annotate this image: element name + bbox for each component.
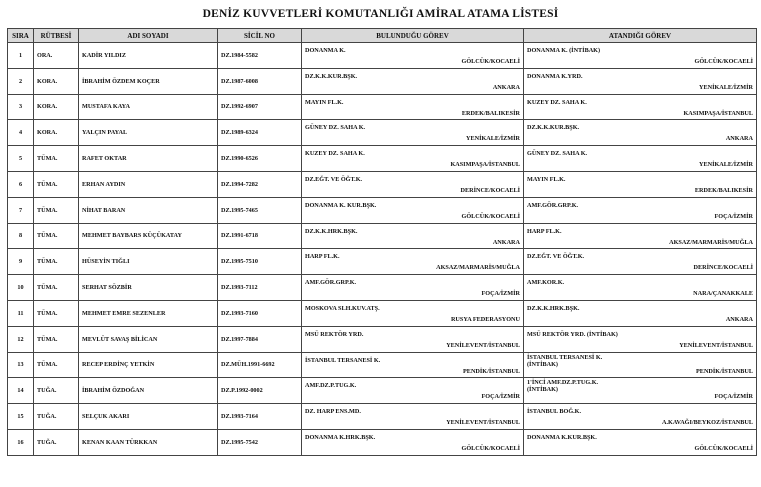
full-name: SELÇUK AKARI bbox=[82, 413, 130, 421]
table-row bbox=[8, 378, 757, 404]
current-location: AKSAZ/MARMARİS/MUĞLA bbox=[436, 264, 520, 272]
current-location: YENİLEVENT/İSTANBUL bbox=[446, 419, 520, 427]
current-location: GÖLCÜK/KOCAELİ bbox=[461, 212, 520, 220]
rutbe-cell bbox=[34, 378, 79, 404]
assigned-location: PENDİK/İSTANBUL bbox=[696, 367, 753, 375]
registry-number: DZ.1987-6008 bbox=[221, 77, 258, 85]
current-duty-cell bbox=[302, 120, 524, 146]
full-name: MEHMET EMRE SEZENLER bbox=[82, 309, 166, 317]
current-duty-cell bbox=[302, 68, 524, 94]
assigned-location: YENİKALE/İZMİR bbox=[699, 161, 753, 169]
rank: ORA. bbox=[37, 51, 53, 59]
rank: KORA. bbox=[37, 77, 58, 85]
rank: TÜMA. bbox=[37, 232, 58, 240]
sira-number: 6 bbox=[18, 180, 23, 188]
sira-cell bbox=[8, 352, 34, 378]
name-cell bbox=[79, 249, 218, 275]
full-name: MUSTAFA KAYA bbox=[82, 103, 130, 111]
assigned-duty: MAYIN FL.K. bbox=[527, 175, 566, 183]
assigned-duty-cell bbox=[524, 43, 757, 69]
sicil-cell bbox=[218, 275, 302, 301]
current-location: ANKARA bbox=[492, 83, 520, 91]
table-row bbox=[8, 352, 757, 378]
sira-number: 4 bbox=[18, 129, 23, 137]
sicil-cell bbox=[218, 120, 302, 146]
current-location: ERDEK/BALIKESİR bbox=[461, 109, 520, 117]
assigned-duty: DONANMA K.KUR.BŞK. bbox=[527, 433, 597, 441]
sicil-cell bbox=[218, 223, 302, 249]
table-row bbox=[8, 326, 757, 352]
registry-number: DZ.1989-6324 bbox=[221, 129, 258, 137]
sira-number: 12 bbox=[17, 335, 24, 343]
header-sicil-no: SİCİL NO bbox=[218, 29, 302, 43]
assigned-location: FOÇA/İZMİR bbox=[714, 212, 753, 220]
assigned-duty-cell bbox=[524, 223, 757, 249]
sicil-cell bbox=[218, 300, 302, 326]
current-duty: AMF.GÖR.GRP.K. bbox=[305, 279, 357, 287]
full-name: İBRAHİM ÖZDOĞAN bbox=[82, 387, 145, 395]
name-cell bbox=[79, 378, 218, 404]
full-name: KENAN KAAN TÜRKKAN bbox=[82, 438, 158, 446]
name-cell bbox=[79, 43, 218, 69]
table-row bbox=[8, 275, 757, 301]
assigned-duty-cell bbox=[524, 404, 757, 430]
rutbe-cell bbox=[34, 197, 79, 223]
assigned-duty-cell bbox=[524, 94, 757, 120]
current-duty: AMF.DZ.P.TUG.K. bbox=[305, 382, 357, 390]
header-rutbe: RÜTBESİ bbox=[34, 29, 79, 43]
sira-cell bbox=[8, 223, 34, 249]
sira-cell bbox=[8, 120, 34, 146]
current-duty: KUZEY DZ. SAHA K. bbox=[305, 150, 365, 158]
sira-number: 10 bbox=[17, 284, 24, 292]
current-duty: DZ.EĞT. VE ÖĞT.K. bbox=[305, 175, 363, 183]
current-duty: MSÜ REKTÖR YRD. bbox=[305, 330, 364, 338]
header-sira: SIRA bbox=[8, 29, 34, 43]
rank: TÜMA. bbox=[37, 180, 58, 188]
table-row bbox=[8, 197, 757, 223]
current-duty: DONANMA K. bbox=[305, 47, 346, 54]
rutbe-cell bbox=[34, 146, 79, 172]
sicil-cell bbox=[218, 378, 302, 404]
document-title: DENİZ KUVVETLERİ KOMUTANLIĞI AMİRAL ATAMA LİSTESİ bbox=[202, 8, 559, 20]
rutbe-cell bbox=[34, 249, 79, 275]
table-row bbox=[8, 94, 757, 120]
current-location: ANKARA bbox=[492, 238, 520, 246]
sicil-cell bbox=[218, 94, 302, 120]
current-location: RUSYA FEDERASYONU bbox=[450, 315, 520, 323]
current-duty: DONANMA K. KUR.BŞK. bbox=[305, 201, 377, 209]
rutbe-cell bbox=[34, 300, 79, 326]
name-cell bbox=[79, 352, 218, 378]
table-row bbox=[8, 404, 757, 430]
current-duty: GÜNEY DZ. SAHA K. bbox=[305, 124, 366, 132]
table-row bbox=[8, 300, 757, 326]
current-duty: HARP FL.K. bbox=[305, 253, 340, 261]
sira-cell bbox=[8, 146, 34, 172]
rutbe-cell bbox=[34, 223, 79, 249]
assigned-duty: DONANMA K.YRD. bbox=[527, 72, 583, 80]
rank: KORA. bbox=[37, 103, 58, 111]
registry-number: DZ.1990-6526 bbox=[221, 155, 258, 163]
sira-cell bbox=[8, 94, 34, 120]
sicil-cell bbox=[218, 197, 302, 223]
assigned-location: FOÇA/İZMİR bbox=[714, 393, 753, 401]
assigned-location: NARA/ÇANAKKALE bbox=[693, 290, 753, 298]
assigned-duty: HARP FL.K. bbox=[527, 227, 562, 235]
current-duty-cell bbox=[302, 300, 524, 326]
registry-number: DZ.1995-7542 bbox=[221, 438, 258, 446]
assigned-location: ANKARA bbox=[725, 315, 753, 323]
assigned-duty: DZ.EĞT. VE ÖĞT.K. bbox=[527, 253, 585, 261]
assigned-location: GÖLCÜK/KOCAELİ bbox=[694, 444, 753, 452]
current-duty-cell bbox=[302, 352, 524, 378]
name-cell bbox=[79, 326, 218, 352]
current-location: FOÇA/İZMİR bbox=[481, 393, 520, 401]
name-cell bbox=[79, 171, 218, 197]
sicil-cell bbox=[218, 326, 302, 352]
sira-number: 2 bbox=[18, 77, 23, 85]
sira-number: 15 bbox=[17, 413, 24, 421]
registry-number: DZ.1993-7160 bbox=[221, 309, 258, 317]
full-name: İBRAHİM ÖZDEM KOÇER bbox=[82, 77, 160, 85]
name-cell bbox=[79, 275, 218, 301]
name-cell bbox=[79, 197, 218, 223]
table-row bbox=[8, 429, 757, 455]
assigned-duty: KUZEY DZ. SAHA K. bbox=[527, 98, 587, 106]
sicil-cell bbox=[218, 404, 302, 430]
full-name: MEVLÜT SAVAŞ BİLİCAN bbox=[82, 335, 158, 343]
sira-cell bbox=[8, 249, 34, 275]
current-duty-cell bbox=[302, 94, 524, 120]
current-duty: MOSKOVA SLH.KUV.ATŞ. bbox=[305, 304, 380, 312]
table-body bbox=[8, 43, 757, 456]
table-header-row bbox=[8, 29, 757, 43]
current-duty-cell bbox=[302, 223, 524, 249]
rutbe-cell bbox=[34, 68, 79, 94]
header-atandigi-gorev: ATANDIĞI GÖREV bbox=[524, 29, 757, 43]
rank: TÜMA. bbox=[37, 361, 58, 369]
full-name: KADİR YILDIZ bbox=[82, 51, 126, 59]
full-name: NİHAT BARAN bbox=[82, 206, 126, 214]
name-cell bbox=[79, 404, 218, 430]
rutbe-cell bbox=[34, 120, 79, 146]
registry-number: DZ.1992-6907 bbox=[221, 103, 258, 111]
name-cell bbox=[79, 146, 218, 172]
full-name: HÜSEYİN TIĞLI bbox=[82, 258, 130, 266]
assigned-duty: DZ.K.K.KUR.BŞK. bbox=[527, 124, 580, 132]
rank: TÜMA. bbox=[37, 206, 58, 214]
full-name: SERHAT SÖZBİR bbox=[82, 284, 132, 292]
current-duty-cell bbox=[302, 249, 524, 275]
sira-number: 7 bbox=[18, 206, 23, 214]
current-duty: DZ.K.K.HRK.BŞK. bbox=[305, 227, 358, 235]
current-duty-cell bbox=[302, 404, 524, 430]
table-row bbox=[8, 249, 757, 275]
sira-cell bbox=[8, 171, 34, 197]
sira-number: 16 bbox=[17, 438, 24, 446]
current-location: YENİLEVENT/İSTANBUL bbox=[446, 341, 520, 349]
rank: TÜMA. bbox=[37, 258, 58, 266]
assigned-location: ERDEK/BALIKESİR bbox=[694, 186, 753, 194]
rutbe-cell bbox=[34, 275, 79, 301]
assigned-duty-cell bbox=[524, 68, 757, 94]
registry-number: DZ.1997-7884 bbox=[221, 335, 258, 343]
rutbe-cell bbox=[34, 171, 79, 197]
current-duty: DONANMA K.HRK.BŞK. bbox=[305, 433, 376, 441]
assigned-duty: İSTANBUL TERSANESİ K. bbox=[527, 353, 603, 361]
sira-cell bbox=[8, 197, 34, 223]
assigned-duty-cell bbox=[524, 378, 757, 404]
registry-number: DZ.1995-7510 bbox=[221, 258, 258, 266]
rutbe-cell bbox=[34, 94, 79, 120]
assigned-location: ANKARA bbox=[725, 135, 753, 143]
current-location: GÖLCÜK/KOCAELİ bbox=[461, 58, 520, 65]
sicil-cell bbox=[218, 352, 302, 378]
current-location: YENİKALE/İZMİR bbox=[466, 135, 520, 143]
sira-number: 13 bbox=[17, 361, 24, 369]
table-row bbox=[8, 120, 757, 146]
current-duty-cell bbox=[302, 275, 524, 301]
sira-number: 9 bbox=[18, 258, 23, 266]
rutbe-cell bbox=[34, 352, 79, 378]
assigned-duty: DZ.K.K.HRK.BŞK. bbox=[527, 304, 580, 312]
sira-cell bbox=[8, 68, 34, 94]
registry-number: DZ.1995-7465 bbox=[221, 206, 258, 214]
name-cell bbox=[79, 120, 218, 146]
current-duty-cell bbox=[302, 43, 524, 69]
table-row bbox=[8, 68, 757, 94]
sira-cell bbox=[8, 300, 34, 326]
current-duty-cell bbox=[302, 326, 524, 352]
assigned-duty-cell bbox=[524, 249, 757, 275]
assigned-duty-cell bbox=[524, 352, 757, 378]
sicil-cell bbox=[218, 43, 302, 69]
rank: TUĞA. bbox=[37, 413, 57, 421]
rank: TUĞA. bbox=[37, 438, 57, 446]
current-duty-cell bbox=[302, 378, 524, 404]
sira-cell bbox=[8, 429, 34, 455]
registry-number: DZ.1991-6718 bbox=[221, 232, 258, 240]
sira-number: 1 bbox=[18, 51, 23, 59]
assigned-duty: GÜNEY DZ. SAHA K. bbox=[527, 150, 588, 158]
current-duty: DZ.K.K.KUR.BŞK. bbox=[305, 72, 358, 80]
full-name: MEHMET BAYBARS KÜÇÜKATAY bbox=[82, 232, 182, 240]
rank: TÜMA. bbox=[37, 335, 58, 343]
sira-number: 5 bbox=[18, 155, 23, 163]
name-cell bbox=[79, 223, 218, 249]
sicil-cell bbox=[218, 68, 302, 94]
assigned-duty: 1'İNCİ AMF.DZ.P.TUG.K. bbox=[527, 379, 599, 387]
current-location: DERİNCE/KOCAELİ bbox=[460, 186, 520, 194]
current-duty: MAYIN FL.K. bbox=[305, 98, 344, 106]
full-name: YALÇIN PAYAL bbox=[82, 129, 128, 137]
rank: TÜMA. bbox=[37, 284, 58, 292]
name-cell bbox=[79, 429, 218, 455]
registry-number: DZ.1984-5582 bbox=[221, 51, 258, 59]
sira-cell bbox=[8, 378, 34, 404]
rank: KORA. bbox=[37, 129, 58, 137]
current-duty: İSTANBUL TERSANESİ K. bbox=[305, 356, 381, 364]
current-duty-cell bbox=[302, 429, 524, 455]
assigned-duty-note: (İNTİBAK) bbox=[527, 360, 558, 368]
assigned-duty-cell bbox=[524, 197, 757, 223]
rutbe-cell bbox=[34, 429, 79, 455]
assigned-duty-cell bbox=[524, 120, 757, 146]
current-duty-cell bbox=[302, 171, 524, 197]
current-location: FOÇA/İZMİR bbox=[481, 290, 520, 298]
sicil-cell bbox=[218, 171, 302, 197]
assigned-location: DERİNCE/KOCAELİ bbox=[693, 264, 753, 272]
assigned-location: AKSAZ/MARMARİS/MUĞLA bbox=[669, 238, 753, 246]
assigned-duty: DONANMA K. (İNTİBAK) bbox=[527, 47, 601, 54]
full-name: RAFET OKTAR bbox=[82, 155, 127, 163]
sira-number: 8 bbox=[18, 232, 23, 240]
table-row bbox=[8, 146, 757, 172]
table-row bbox=[8, 171, 757, 197]
table-row bbox=[8, 43, 757, 69]
sira-number: 11 bbox=[17, 309, 24, 317]
registry-number: DZ.1993-7164 bbox=[221, 413, 258, 421]
current-duty-cell bbox=[302, 146, 524, 172]
registry-number: DZ.1994-7282 bbox=[221, 180, 258, 188]
assigned-duty: AMF.GÖR.GRP.K. bbox=[527, 201, 579, 209]
assigned-location: YENİKALE/İZMİR bbox=[699, 83, 753, 91]
assigned-location: KASIMPAŞA/İSTANBUL bbox=[683, 109, 753, 117]
current-location: KASIMPAŞA/İSTANBUL bbox=[450, 161, 520, 169]
rank: TÜMA. bbox=[37, 155, 58, 163]
registry-number: DZ.1993-7112 bbox=[221, 284, 258, 292]
header-adi-soyadi: ADI SOYADI bbox=[79, 29, 218, 43]
assigned-duty-cell bbox=[524, 171, 757, 197]
sicil-cell bbox=[218, 249, 302, 275]
sicil-cell bbox=[218, 429, 302, 455]
assigned-duty-cell bbox=[524, 429, 757, 455]
assigned-duty-note: (İNTİBAK) bbox=[527, 386, 558, 394]
assigned-duty-cell bbox=[524, 300, 757, 326]
sira-cell bbox=[8, 326, 34, 352]
sira-number: 14 bbox=[17, 387, 24, 395]
current-location: GÖLCÜK/KOCAELİ bbox=[461, 444, 520, 452]
name-cell bbox=[79, 68, 218, 94]
full-name: RECEP ERDİNÇ YETKİN bbox=[82, 361, 155, 369]
sira-cell bbox=[8, 275, 34, 301]
current-duty-cell bbox=[302, 197, 524, 223]
sira-cell bbox=[8, 404, 34, 430]
sicil-cell bbox=[218, 146, 302, 172]
current-duty: DZ. HARP ENS.MD. bbox=[305, 408, 361, 416]
current-location: PENDİK/İSTANBUL bbox=[463, 367, 520, 375]
registry-number: DZ.MÜH.1991-6692 bbox=[221, 361, 275, 369]
assigned-duty: İSTANBUL BOĞ.K. bbox=[527, 408, 582, 416]
sira-cell bbox=[8, 43, 34, 69]
assigned-duty: AMF.KOR.K. bbox=[527, 279, 565, 287]
assigned-duty: MSÜ REKTÖR YRD. (İNTİBAK) bbox=[527, 330, 618, 338]
rank: TUĞA. bbox=[37, 387, 57, 395]
assigned-location: A.KAVAĞI/BEYKOZ/İSTANBUL bbox=[662, 419, 753, 427]
assigned-location: GÖLCÜK/KOCAELİ bbox=[694, 58, 753, 65]
rutbe-cell bbox=[34, 404, 79, 430]
name-cell bbox=[79, 300, 218, 326]
name-cell bbox=[79, 94, 218, 120]
sira-number: 3 bbox=[18, 103, 23, 111]
assigned-duty-cell bbox=[524, 146, 757, 172]
assigned-location: YENİLEVENT/İSTANBUL bbox=[679, 341, 753, 349]
full-name: ERHAN AYDIN bbox=[82, 180, 126, 188]
assigned-duty-cell bbox=[524, 275, 757, 301]
assigned-duty-cell bbox=[524, 326, 757, 352]
table-row bbox=[8, 223, 757, 249]
assignment-table bbox=[7, 28, 757, 456]
rank: TÜMA. bbox=[37, 309, 58, 317]
header-bulundugu-gorev: BULUNDUĞU GÖREV bbox=[302, 29, 524, 43]
rutbe-cell bbox=[34, 326, 79, 352]
registry-number: DZ.P.1992-0002 bbox=[221, 387, 263, 395]
rutbe-cell bbox=[34, 43, 79, 69]
